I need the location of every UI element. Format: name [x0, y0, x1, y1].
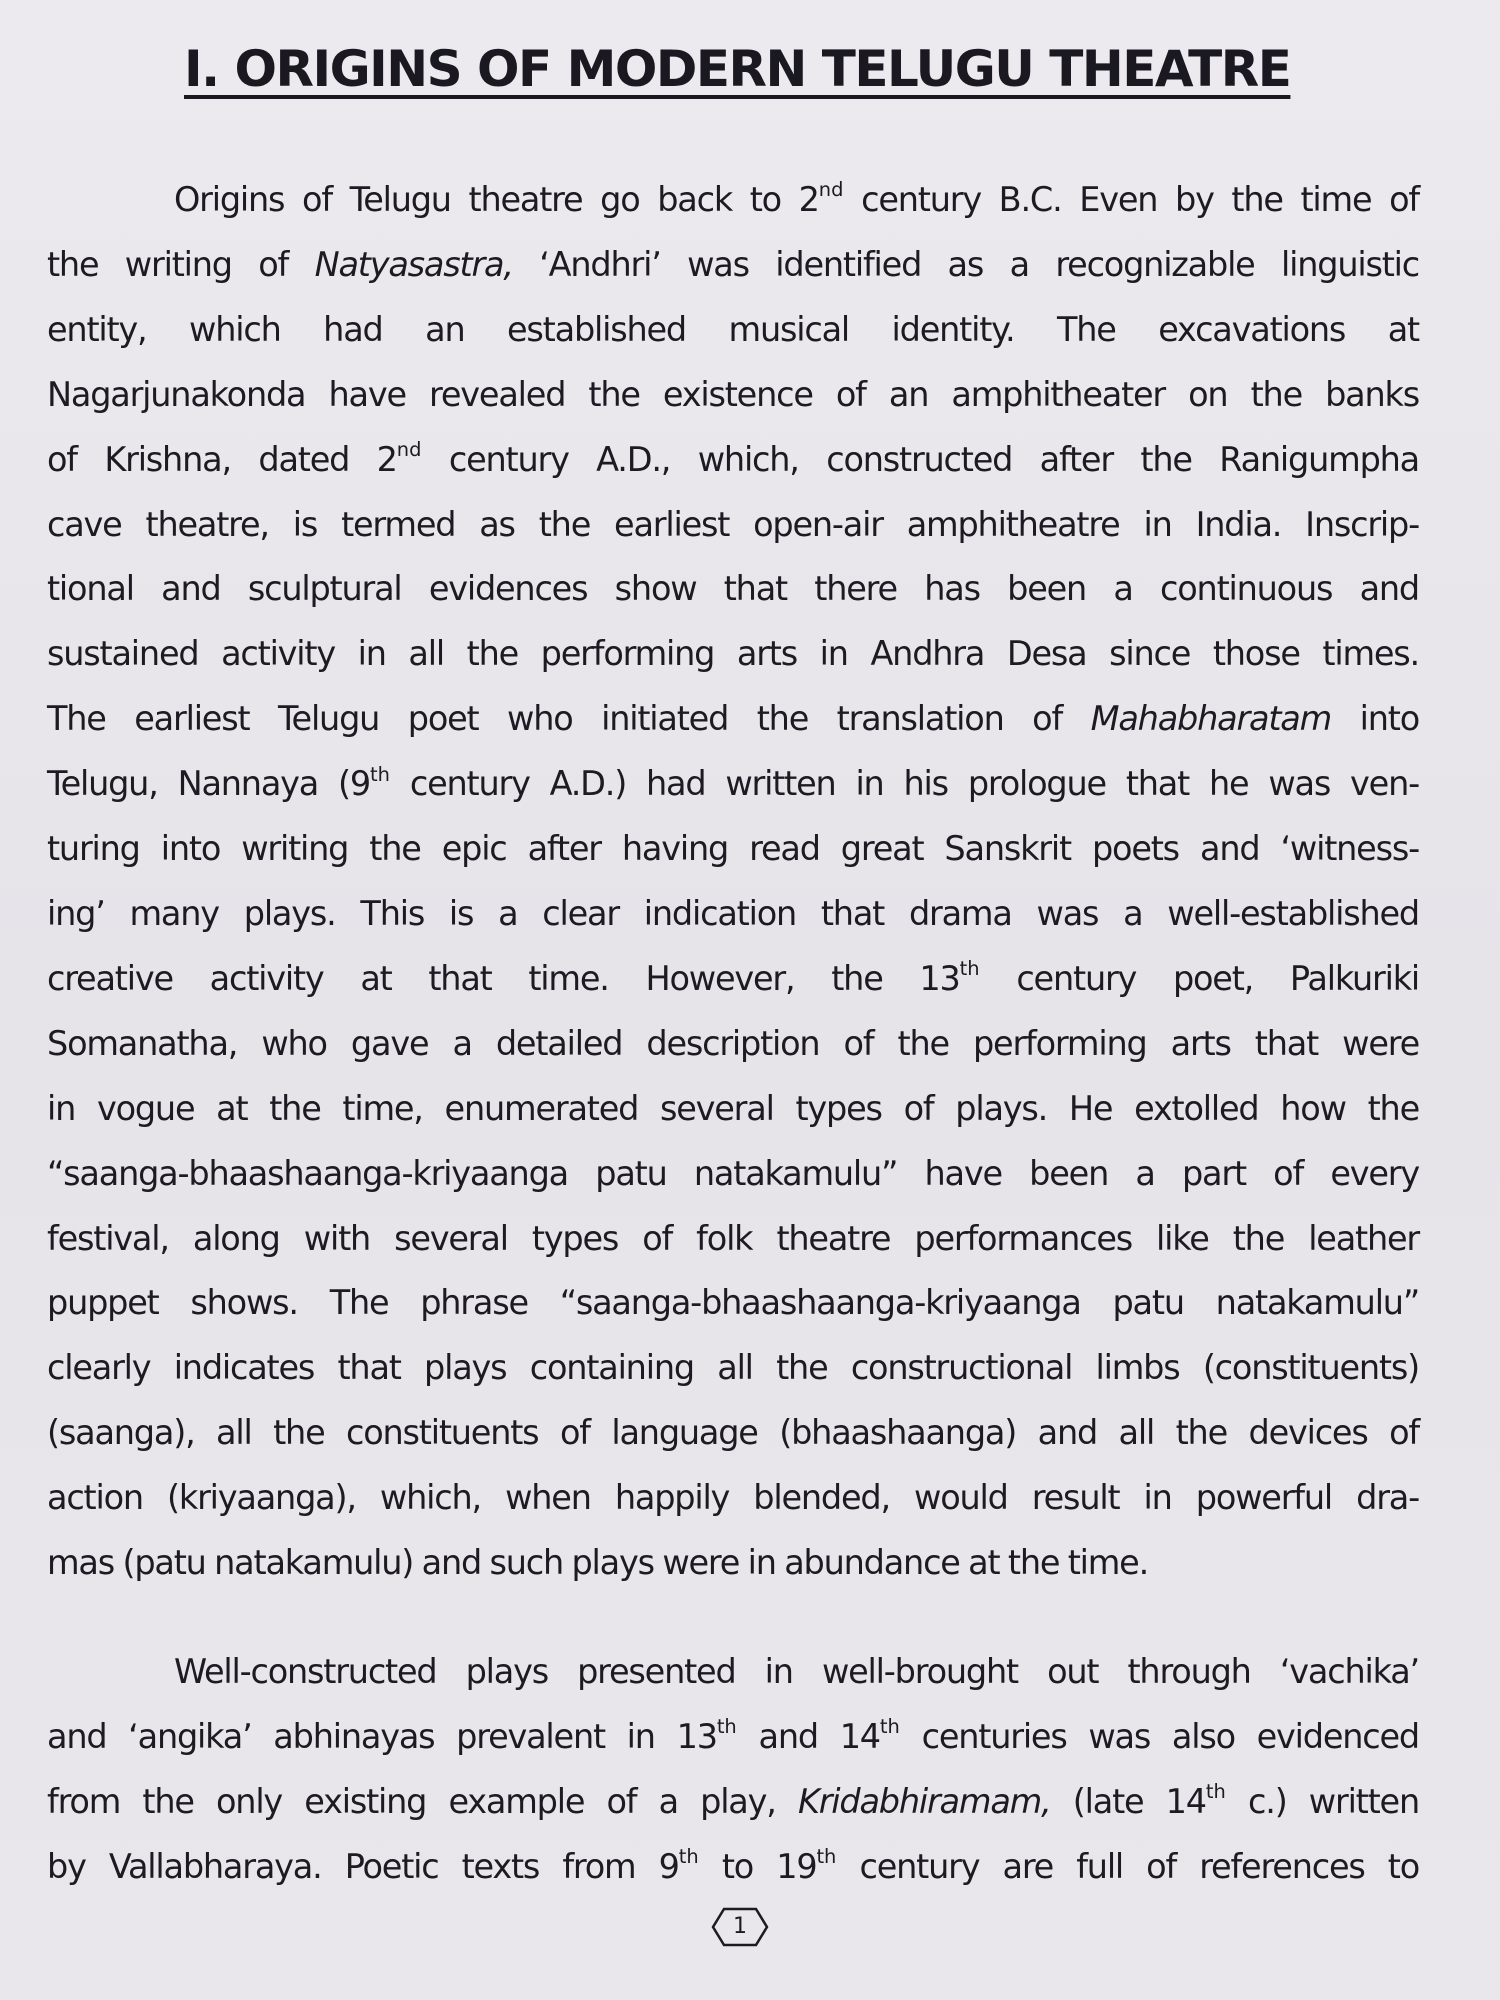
text-run: mas (patu natakamulu) and such plays were in abundance at the time. — [47, 1543, 1149, 1583]
text-line — [47, 1207, 1419, 1272]
text-line — [47, 882, 1419, 947]
text-line — [47, 168, 1419, 233]
italic-title: Mahabharatam — [1090, 699, 1332, 739]
text-line — [47, 1401, 1419, 1466]
text-run: in vogue at the time, enumerated several types of plays. He extolled how the — [47, 1088, 1419, 1128]
text-line — [47, 428, 1419, 493]
text-line — [47, 233, 1419, 298]
text-line — [47, 947, 1419, 1012]
text-run: Telugu, Nannaya (9 — [47, 764, 371, 804]
ordinal-superscript: th — [1205, 1780, 1226, 1804]
text-line — [47, 1336, 1419, 1401]
text-run: action (kriyaanga), which, when happily blended, would result in powerful dra- — [47, 1478, 1419, 1518]
ordinal-superscript: th — [370, 762, 390, 786]
text-line — [47, 363, 1419, 428]
text-line — [47, 1142, 1419, 1207]
page-number-badge — [710, 1906, 770, 1948]
text-run: entity, which had an established musical identity. The excavations at — [47, 309, 1419, 349]
text-run: Somanatha, who gave a detailed description of the performing arts that were — [47, 1023, 1419, 1063]
text-line — [47, 1835, 1419, 1900]
text-run: “saanga-bhaashaanga-kriyaanga patu natakamulu” have been a part of every — [47, 1153, 1419, 1193]
text-run: ing’ many plays. This is a clear indication that drama was a well-established — [47, 893, 1419, 933]
text-run: Nagarjunakonda have revealed the existence of an amphitheater on the banks — [47, 374, 1419, 414]
ordinal-superscript: nd — [396, 438, 422, 462]
text-line — [47, 1271, 1419, 1336]
text-run: into — [1331, 699, 1419, 739]
text-line — [47, 687, 1419, 752]
italic-title: Natyasastra, — [314, 244, 513, 284]
text-run: tional and sculptural evidences show that there has been a continuous and — [47, 569, 1419, 609]
text-run: clearly indicates that plays containing all the constructional limbs (constituents) — [47, 1348, 1419, 1388]
text-line — [47, 493, 1419, 558]
text-run: festival, along with several types of folk theatre performances like the leather — [47, 1218, 1419, 1258]
text-line — [47, 622, 1419, 687]
text-run: century A.D., which, constructed after the Ranigumpha — [421, 439, 1419, 479]
text-run: and ‘angika’ abhinayas prevalent in 13 — [47, 1716, 717, 1756]
text-line — [47, 1077, 1419, 1142]
text-line — [47, 1012, 1419, 1077]
text-run: puppet shows. The phrase “saanga-bhaashaanga-kriyaanga patu natakamulu” — [47, 1283, 1419, 1323]
text-run: the writing of — [47, 244, 315, 284]
text-run: sustained activity in all the performing arts in Andhra Desa since those times. — [47, 634, 1419, 674]
ordinal-superscript: th — [959, 957, 980, 981]
text-line — [47, 817, 1419, 882]
text-run: century poet, Palkuriki — [979, 958, 1420, 998]
ordinal-superscript: th — [879, 1715, 900, 1739]
text-line — [47, 752, 1419, 817]
text-line — [47, 1640, 1419, 1705]
text-line — [47, 298, 1419, 363]
text-run: to 19 — [698, 1846, 817, 1886]
text-run: c.) written — [1225, 1781, 1419, 1821]
ordinal-superscript: nd — [818, 178, 844, 202]
text-line — [47, 1705, 1419, 1770]
text-line — [47, 1770, 1419, 1835]
page-title: I. ORIGINS OF MODERN TELUGU THEATRE — [184, 40, 1291, 98]
text-run: (late 14 — [1050, 1781, 1206, 1821]
text-run: of Krishna, dated 2 — [47, 439, 397, 479]
text-run: creative activity at that time. However, the 13 — [47, 958, 960, 998]
italic-title: Kridabhiramam, — [797, 1781, 1051, 1821]
text-run: Well-constructed plays presented in well-brought out through ‘vachika’ — [174, 1652, 1419, 1691]
text-run: from the only existing example of a play, — [47, 1781, 798, 1821]
ordinal-superscript: th — [678, 1845, 699, 1869]
text-run: The earliest Telugu poet who initiated the translation of — [47, 699, 1091, 739]
text-run: Origins of Telugu theatre go back to 2 — [174, 180, 819, 219]
text-line — [47, 1466, 1419, 1531]
text-run: ‘Andhri’ was identified as a recognizable linguistic — [512, 244, 1419, 284]
text-run: and 14 — [736, 1716, 880, 1756]
text-run: turing into writing the epic after having read great Sanskrit poets and ‘witness- — [47, 829, 1419, 869]
ordinal-superscript: th — [816, 1845, 837, 1869]
text-run: centuries was also evidenced — [899, 1716, 1419, 1756]
text-run: by Vallabharaya. Poetic texts from 9 — [47, 1846, 679, 1886]
text-run: century A.D.) had written in his prologue that he was ven- — [389, 764, 1419, 804]
text-run: (saanga), all the constituents of language (bhaashaanga) and all the devices of — [47, 1413, 1419, 1453]
text-line — [47, 557, 1419, 622]
text-run: century are full of references to — [836, 1846, 1420, 1886]
paragraph-2 — [47, 1640, 1419, 1900]
text-line — [47, 1531, 1419, 1596]
text-run: century B.C. Even by the time of — [843, 180, 1419, 219]
paragraph-1 — [47, 168, 1419, 1596]
ordinal-superscript: th — [716, 1715, 737, 1739]
page-number: 1 — [733, 1914, 747, 1939]
text-run: cave theatre, is termed as the earliest open-air amphitheatre in India. Inscrip- — [47, 504, 1419, 544]
